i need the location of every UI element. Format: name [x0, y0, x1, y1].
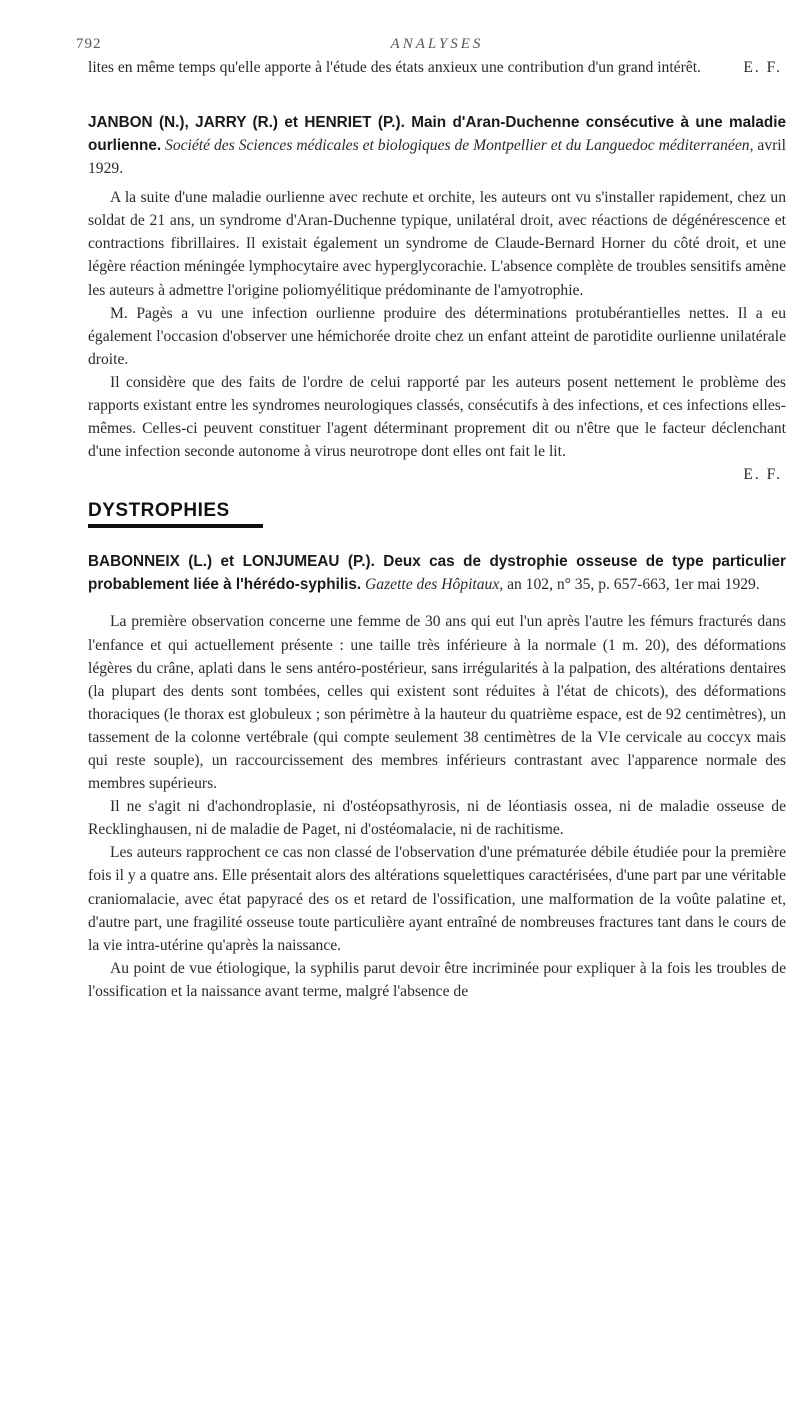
intro-signature: E. F.	[743, 59, 782, 77]
article2-body	[88, 610, 786, 1003]
intro-block	[88, 56, 786, 79]
article1-paragraph-1: A la suite d'une maladie ourlienne avec rechute et orchite, les auteurs ont vu s'installer rapidement, chez un soldat de 21 ans, un syndrome d'Aran-Duchenne typique, unilatéral droit, avec réactions de dégénérescence et contractions fibrillaires. Il existait également un syndrome de Claude-Bernard Horner du côté droit, et une légère réaction méningée lymphocytaire avec hyperglycorachie. L'absence complète de troubles sensitifs amène les auteurs à admettre l'origine poliomyélitique prédominante de l'amyotrophie.	[88, 189, 786, 299]
running-title: ANALYSES	[390, 36, 484, 52]
article2-authors-title: BABONNEIX (L.) et LONJUMEAU (P.). Deux cas de dystrophie osseuse de type particulier probablement liée à l'hérédo-syphilis.	[88, 553, 786, 594]
article1-paragraph-3: Il considère que des faits de l'ordre de celui rapporté par les auteurs posent nettement le problème des rapports existant entre les syndromes neurologiques classés, consécutifs à des infections, et ces infections elles-mêmes. Celles-ci peuvent constituer l'agent déterminant proprement dit ou n'être que le facteur déclenchant d'une infection seconde autonome à virus neurotrope dont elles ont fait le lit.	[88, 373, 786, 461]
article2-source: Gazette des Hôpitaux,	[365, 576, 504, 594]
article1-authors-title: JANBON (N.), JARRY (R.) et HENRIET (P.). Main d'Aran-Duchenne consécutive à une maladie ourlienne.	[88, 114, 786, 155]
article2-heading	[88, 550, 786, 596]
article2-paragraph-3: Les auteurs rapprochent ce cas non classé de l'observation d'une prématurée débile étudiée pour la première fois il y a quatre ans. Elle présentait alors des altérations squelettiques caractérisées, d'une part par une véritable craniomalacie, avec état papyracé des os et retard de l'ossification, une malformation de la voûte palatine et, d'autre part, une fragilité osseuse toute particulière ayant entraîné de nombreuses fractures tant dans le cours de la vie intra-utérine qu'après la naissance.	[88, 844, 786, 954]
intro-paragraph: lites en même temps qu'elle apporte à l'étude des états anxieux une contribution d'un grand intérêt.	[88, 59, 701, 76]
section-heading	[88, 486, 786, 528]
article1-heading	[88, 111, 786, 180]
page-number: 792	[76, 36, 102, 52]
section-title: DYSTROPHIES	[88, 500, 230, 522]
article2-paragraph-4: Au point de vue étiologique, la syphilis parut devoir être incriminée pour expliquer à la fois les troubles de l'ossification et la naissance avant terme, malgré l'absence de	[88, 959, 786, 1000]
article1-body	[88, 186, 786, 486]
running-header	[76, 30, 786, 56]
article1-source-date: avril 1929.	[88, 137, 786, 178]
article2-paragraph-2: Il ne s'agit ni d'achondroplasie, ni d'ostéopsathyrosis, ni de léontiasis ossea, ni de maladie osseuse de Recklinghausen, ni de maladie de Paget, ni d'ostéomalacie, ni de rachitisme.	[88, 798, 786, 839]
article2-source-details: an 102, n° 35, p. 657-663, 1er mai 1929.	[503, 576, 760, 594]
article1-paragraph-2: M. Pagès a vu une infection ourlienne produire des déterminations protubérantielles nettes. Il a eu également l'occasion d'observer une hémichorée droite chez un enfant atteint de parotidite ourlienne unilatérale droite.	[88, 304, 786, 368]
section-underline	[88, 524, 263, 528]
article2-paragraph-1: La première observation concerne une femme de 30 ans qui eut l'un après l'autre les fémurs fracturés dans l'enfance et qui actuellement présente : une taille très inférieure à la normale (1 m. 20), des déformations légères du crâne, aplati dans le sens antéro-postérieur, sans irrégularités à la palpation, des altérations dentaires (la plupart des dents sont tombées, celles qui existent sont réduites à l'état de chicots), des déformations thoraciques (le thorax est globuleux ; son périmètre à la hauteur du quatrième espace, est de 92 centimètres), un tassement de la colonne vertébrale (qui compte seulement 38 centimètres de la VIe cervicale au coccyx mais qui reste souple), un raccourcissement des membres inférieurs contrastant avec l'apparence normale des membres supérieurs.	[88, 613, 786, 793]
article1-signature: E. F.	[743, 466, 782, 484]
article1-source: Société des Sciences médicales et biologiques de Montpellier et du Languedoc méditerranéen,	[165, 137, 754, 155]
